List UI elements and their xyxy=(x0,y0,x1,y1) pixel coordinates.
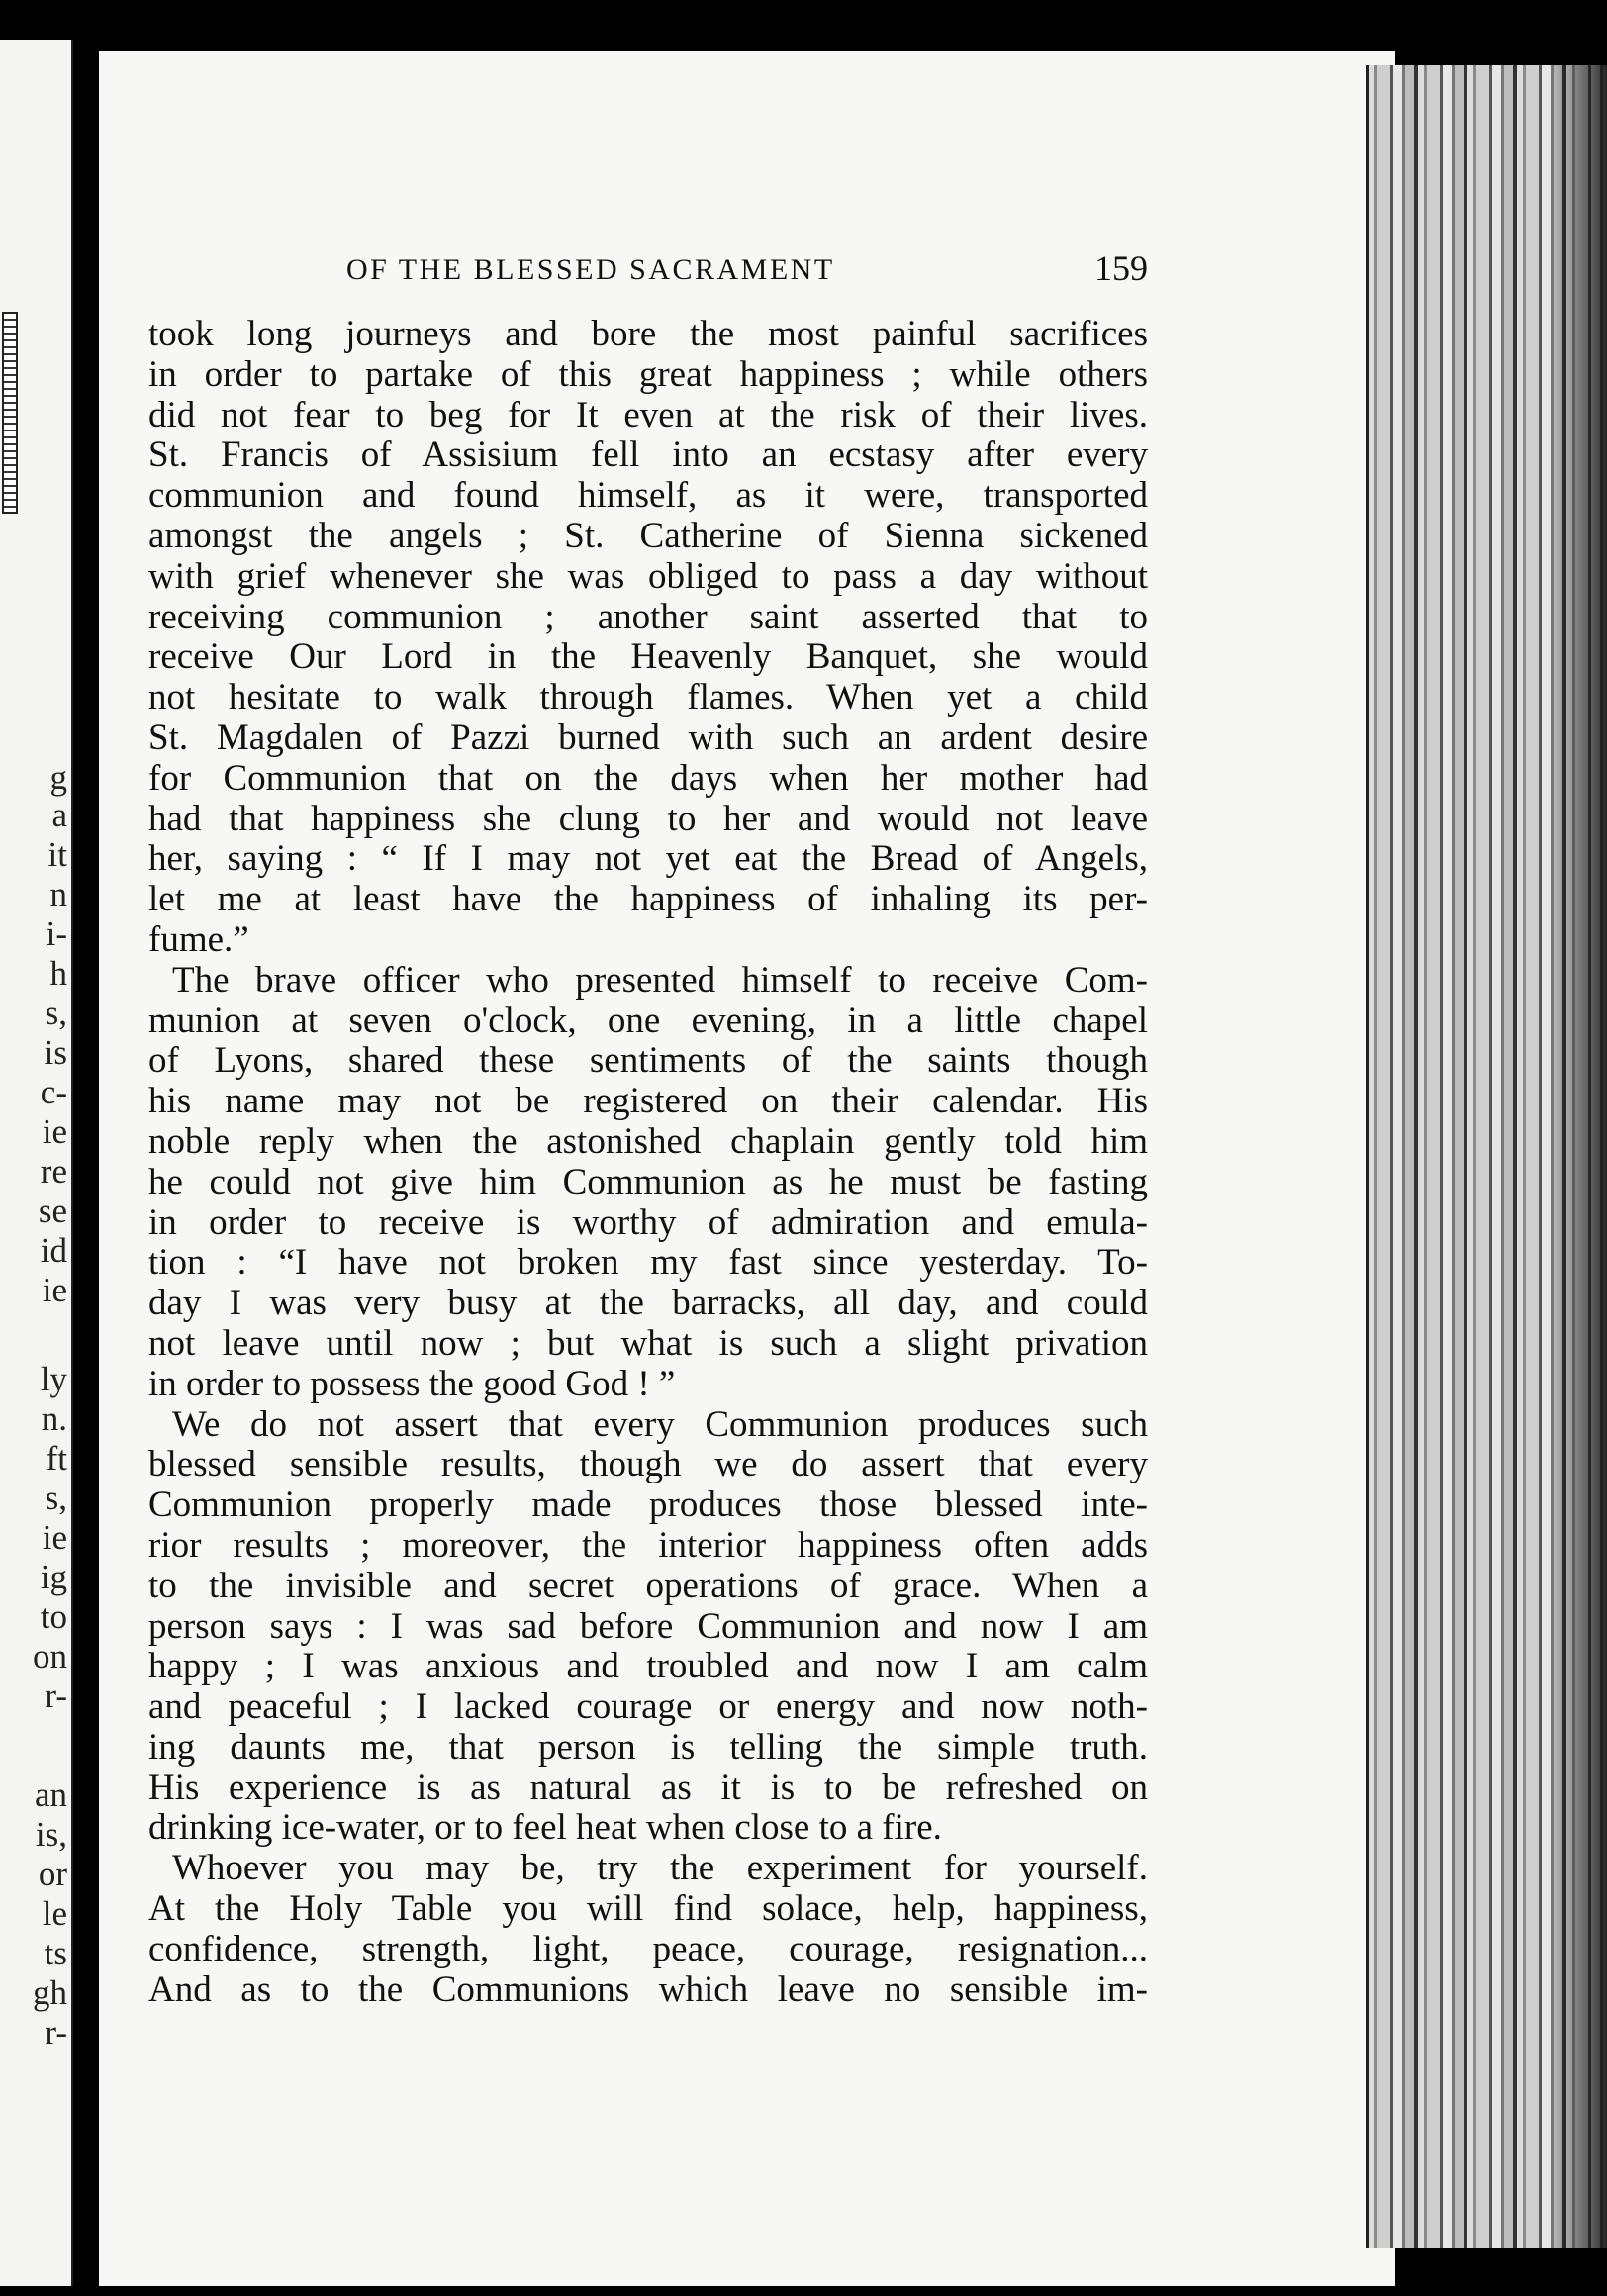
margin-fragment: ts xyxy=(44,1934,67,1972)
text-line: drinking ice-water, or to feel heat when close to a fire. xyxy=(148,1807,942,1849)
body-text xyxy=(148,315,1148,2010)
text-line: in order to receive is worthy of admiration and emula- xyxy=(148,1201,1148,1243)
text-line: let me at least have the happiness of inhaling its per- xyxy=(148,879,1148,920)
margin-fragment: id xyxy=(40,1231,67,1270)
text-line: blessed sensible results, though we do assert that every xyxy=(148,1444,1148,1485)
text-line: His experience is as natural as it is to be refreshed on xyxy=(148,1767,1148,1808)
page-edges xyxy=(1366,65,1607,2248)
margin-fragment: ie xyxy=(42,1518,67,1557)
text-line: receive Our Lord in the Heavenly Banquet, she would xyxy=(148,636,1148,678)
text-line: fume.” xyxy=(148,918,249,960)
text-line: day I was very busy at the barracks, all day, and could xyxy=(148,1283,1148,1324)
text-line: of Lyons, shared these sentiments of the saints though xyxy=(148,1040,1148,1082)
margin-fragment: le xyxy=(42,1894,67,1933)
margin-fragment: ie xyxy=(42,1112,67,1151)
text-line: amongst the angels ; St. Catherine of Sienna sickened xyxy=(148,515,1148,556)
text-line: ing daunts me, that person is telling the simple truth. xyxy=(148,1726,1148,1768)
text-line: he could not give him Communion as he must be fasting xyxy=(148,1161,1148,1202)
text-line: rior results ; moreover, the interior happiness often adds xyxy=(148,1524,1148,1566)
text-line: St. Magdalen of Pazzi burned with such an ardent desire xyxy=(148,717,1148,758)
margin-fragment: gh xyxy=(33,1973,67,2012)
text-line: munion at seven o'clock, one evening, in a little chapel xyxy=(148,1000,1148,1041)
margin-fragment: on xyxy=(33,1637,67,1675)
text-line: person says : I was sad before Communion and now I am xyxy=(148,1605,1148,1647)
margin-fragment: s, xyxy=(45,994,67,1032)
ornament-border xyxy=(2,312,18,514)
text-line: receiving communion ; another saint asserted that to xyxy=(148,596,1148,637)
margin-fragment: ft xyxy=(46,1439,67,1478)
page-number: 159 xyxy=(1094,248,1148,288)
text-line: his name may not be registered on their calendar. His xyxy=(148,1081,1148,1122)
text-line: We do not assert that every Communion produces such xyxy=(172,1403,1148,1445)
text-line: and peaceful ; I lacked courage or energy and now noth- xyxy=(148,1686,1148,1728)
text-line: in order to possess the good God ! ” xyxy=(148,1363,676,1404)
margin-fragment: ly xyxy=(40,1360,67,1398)
text-line: had that happiness she clung to her and would not leave xyxy=(148,798,1148,839)
text-line: for Communion that on the days when her mother had xyxy=(148,757,1148,799)
text-line: And as to the Communions which leave no sensible im- xyxy=(148,1968,1148,2010)
margin-fragment: r- xyxy=(45,1676,67,1715)
margin-fragment: a xyxy=(51,796,67,834)
margin-fragment: s, xyxy=(45,1479,67,1517)
text-line: did not fear to beg for It even at the risk of their lives. xyxy=(148,394,1148,435)
margin-fragment: h xyxy=(49,954,67,993)
text-line: not hesitate to walk through flames. When yet a child xyxy=(148,677,1148,718)
page-header xyxy=(148,247,1148,297)
margin-fragment: or xyxy=(38,1855,67,1893)
text-line: The brave officer who presented himself to receive Com- xyxy=(172,959,1148,1001)
margin-fragment: c- xyxy=(40,1073,67,1111)
text-line: happy ; I was anxious and troubled and now I am calm xyxy=(148,1646,1148,1687)
margin-fragment: se xyxy=(38,1192,67,1230)
margin-fragment: ig xyxy=(40,1558,67,1596)
margin-fragment: i- xyxy=(46,914,67,953)
text-line: to the invisible and secret operations of grace. When a xyxy=(148,1565,1148,1606)
margin-fragment: n. xyxy=(41,1399,67,1438)
text-line: St. Francis of Assisium fell into an ecstasy after every xyxy=(148,434,1148,476)
margin-fragment: is, xyxy=(35,1815,67,1854)
running-head: OF THE BLESSED SACRAMENT xyxy=(346,253,835,286)
text-line: Communion properly made produces those blessed inte- xyxy=(148,1484,1148,1526)
edge-shadow xyxy=(1551,65,1607,2248)
text-line: her, saying : “ If I may not yet eat the Bread of Angels, xyxy=(148,838,1148,880)
margin-fragment: r- xyxy=(45,2013,67,2052)
margin-fragment: it xyxy=(47,835,67,874)
margin-fragment: re xyxy=(40,1152,67,1191)
margin-fragment: is xyxy=(44,1033,67,1072)
margin-fragment: ie xyxy=(42,1271,67,1309)
margin-fragment: an xyxy=(34,1775,67,1814)
text-line: tion : “I have not broken my fast since yesterday. To- xyxy=(148,1242,1148,1284)
text-line: in order to partake of this great happiness ; while others xyxy=(148,353,1148,395)
text-line: not leave until now ; but what is such a slight privation xyxy=(148,1322,1148,1364)
margin-fragment: g xyxy=(49,758,67,797)
margin-fragment: to xyxy=(40,1597,67,1636)
previous-page-edge xyxy=(0,40,73,2286)
text-line: At the Holy Table you will find solace, help, happiness, xyxy=(148,1888,1148,1930)
text-line: Whoever you may be, try the experiment for yourself. xyxy=(172,1848,1148,1889)
text-line: took long journeys and bore the most painful sacrifices xyxy=(148,314,1148,354)
text-line: with grief whenever she was obliged to pass a day without xyxy=(148,555,1148,597)
margin-fragment: n xyxy=(49,875,67,913)
text-line: confidence, strength, light, peace, courage, resignation... xyxy=(148,1928,1148,1969)
text-line: noble reply when the astonished chaplain gently told him xyxy=(148,1120,1148,1162)
text-line: communion and found himself, as it were, transported xyxy=(148,475,1148,517)
